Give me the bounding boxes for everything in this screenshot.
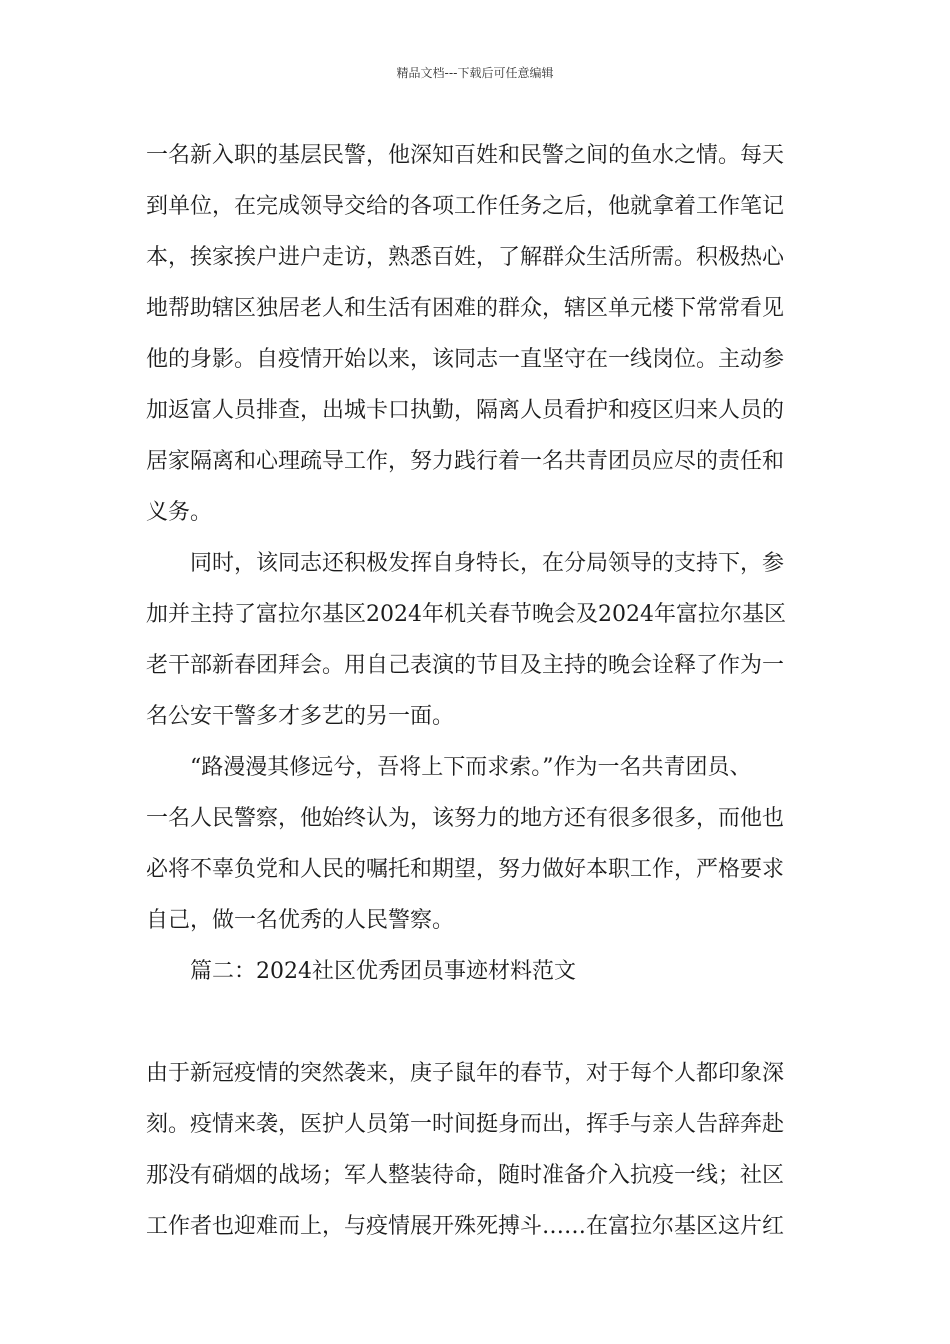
heading-line: 篇二：2024社区优秀团员事迹材料范文 bbox=[146, 959, 576, 984]
document-body bbox=[146, 130, 810, 1252]
text-line: 由于新冠疫情的突然袭来，庚子鼠年的春节，对于每个人都印象深 bbox=[146, 1061, 785, 1086]
text-line: 本，挨家挨户进户走访，熟悉百姓，了解群众生活所需。积极热心 bbox=[146, 245, 785, 270]
text-line: 名公安干警多才多艺的另一面。 bbox=[146, 704, 455, 729]
text-line: 必将不辜负党和人民的嘱托和期望，努力做好本职工作，严格要求 bbox=[146, 857, 785, 882]
text-line: 自己，做一名优秀的人民警察。 bbox=[146, 908, 455, 933]
text-line: 一名新入职的基层民警，他深知百姓和民警之间的鱼水之情。每天 bbox=[146, 143, 785, 168]
text-line: 刻。疫情来袭，医护人员第一时间挺身而出，挥手与亲人告辞奔赴 bbox=[146, 1112, 785, 1137]
paragraph bbox=[146, 130, 810, 538]
text-line: 到单位，在完成领导交给的各项工作任务之后，他就拿着工作笔记 bbox=[146, 194, 785, 219]
text-line: 一名人民警察，他始终认为，该努力的地方还有很多很多，而他也 bbox=[146, 806, 785, 831]
text-line: 同时，该同志还积极发挥自身特长，在分局领导的支持下，参 bbox=[146, 551, 785, 576]
text-line: 义务。 bbox=[146, 500, 213, 525]
text-line: 老干部新春团拜会。用自己表演的节目及主持的晚会诠释了作为一 bbox=[146, 653, 785, 678]
text-line: 那没有硝烟的战场；军人整装待命，随时准备介入抗疫一线；社区 bbox=[146, 1163, 785, 1188]
section-heading bbox=[146, 946, 810, 997]
text-line: “路漫漫其修远兮，吾将上下而求索。”作为一名共青团员、 bbox=[146, 755, 752, 780]
text-line: 加并主持了富拉尔基区2024年机关春节晚会及2024年富拉尔基区 bbox=[146, 602, 786, 627]
text-line: 地帮助辖区独居老人和生活有困难的群众，辖区单元楼下常常看见 bbox=[146, 296, 785, 321]
paragraph bbox=[146, 1048, 810, 1252]
text-line: 他的身影。自疫情开始以来，该同志一直坚守在一线岗位。主动参 bbox=[146, 347, 785, 372]
page-header: 精品文档---下载后可任意编辑 bbox=[396, 66, 554, 80]
text-line: 工作者也迎难而上，与疫情展开殊死搏斗……在富拉尔基区这片红 bbox=[146, 1214, 785, 1239]
text-line: 加返富人员排查，出城卡口执勤，隔离人员看护和疫区归来人员的 bbox=[146, 398, 785, 423]
blank-line bbox=[146, 997, 810, 1048]
text-line: 居家隔离和心理疏导工作，努力践行着一名共青团员应尽的责任和 bbox=[146, 449, 785, 474]
paragraph bbox=[146, 538, 810, 742]
paragraph bbox=[146, 742, 810, 946]
